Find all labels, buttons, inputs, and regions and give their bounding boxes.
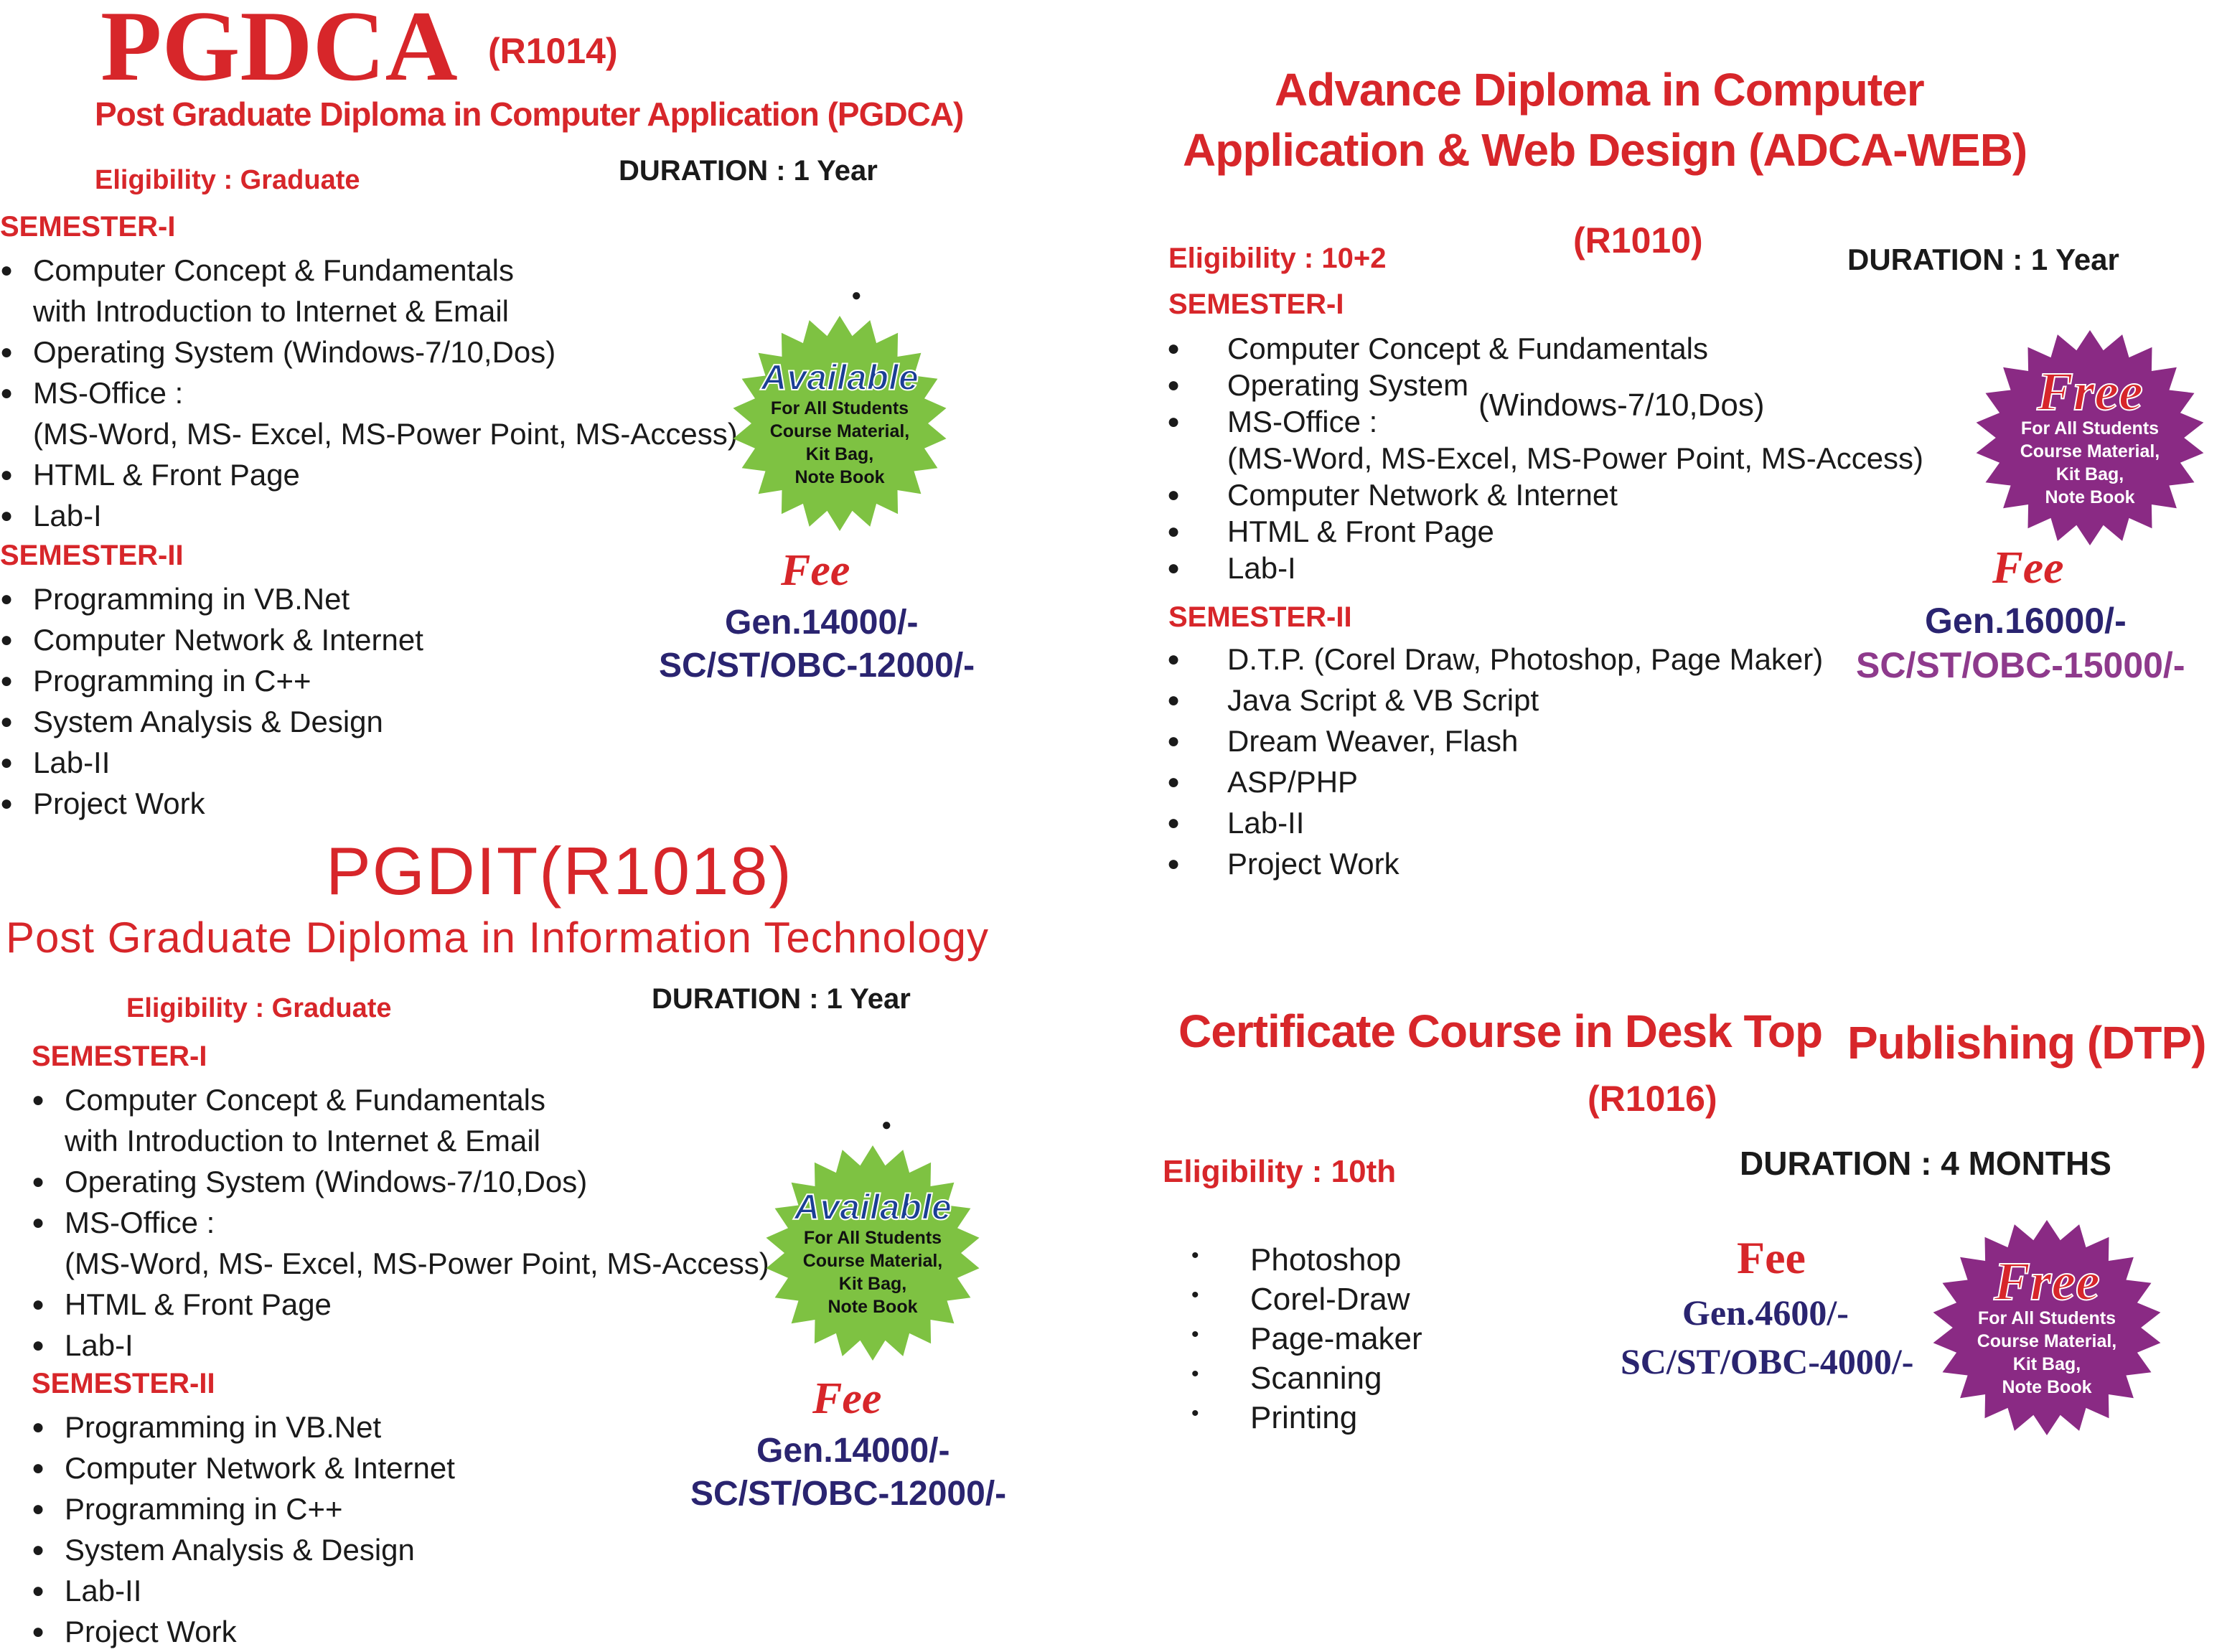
dtp-title-part-2: Publishing (DTP) bbox=[1847, 1017, 2206, 1069]
dtp-eligibility: Eligibility : 10th bbox=[1163, 1154, 1397, 1189]
pgdca-fee-reserved: SC/ST/OBC-12000/- bbox=[659, 647, 975, 685]
pgdca-fee-general: Gen.14000/- bbox=[725, 604, 919, 642]
adca-eligibility: Eligibility : 10+2 bbox=[1168, 243, 1387, 274]
list-item: ● Programming in C++ bbox=[0, 664, 311, 698]
pgdca-duration: DURATION : 1 Year bbox=[619, 155, 878, 187]
list-item: ● Computer Concept & Fundamentals bbox=[1167, 332, 1709, 365]
list-item: ● Java Script & VB Script bbox=[1167, 683, 1539, 717]
list-item: ● Lab-I bbox=[32, 1328, 133, 1362]
dtp-title-part-1: Certificate Course in Desk Top bbox=[1178, 1005, 1823, 1057]
dtp-free-badge: Free For All Students Course Material, Kit Bag, Note Book bbox=[1932, 1220, 2162, 1435]
list-item: (MS-Word, MS- Excel, MS-Power Point, MS-Access) bbox=[33, 417, 738, 451]
pgdca-title: PGDCA bbox=[100, 0, 458, 102]
list-item: ● Dream Weaver, Flash bbox=[1167, 724, 1519, 758]
list-item: with Introduction to Internet & Email bbox=[33, 294, 509, 328]
adca-semester-1-list bbox=[1167, 330, 1923, 586]
list-item: ● Programming in C++ bbox=[32, 1492, 343, 1526]
adca-title-line-1: Advance Diploma in Computer bbox=[1275, 64, 1924, 116]
list-item: • Printing bbox=[1191, 1400, 1358, 1435]
pgdit-fee-reserved: SC/ST/OBC-12000/- bbox=[690, 1475, 1007, 1513]
pgdit-title: PGDIT(R1018) bbox=[326, 833, 793, 909]
list-item: ● MS-Office : bbox=[32, 1206, 215, 1239]
list-item: • Scanning bbox=[1191, 1361, 1382, 1396]
pgdca-semester-1-list bbox=[0, 250, 738, 536]
pgdca-semester-2-list bbox=[0, 578, 423, 824]
adca-free-badge: Free For All Students Course Material, Kit Bag, Note Book bbox=[1975, 330, 2205, 545]
list-item: ● Programming in VB.Net bbox=[0, 582, 350, 616]
pgdit-subtitle: Post Graduate Diploma in Information Technology bbox=[6, 914, 989, 962]
adca-semester-2-list bbox=[1167, 639, 1823, 884]
list-item: with Introduction to Internet & Email bbox=[65, 1124, 540, 1158]
list-item: ● Lab-I bbox=[1167, 551, 1296, 585]
list-item: ● Programming in VB.Net bbox=[32, 1410, 382, 1444]
stray-dot: ● bbox=[851, 286, 862, 305]
list-item: ● Project Work bbox=[32, 1615, 237, 1648]
list-item: ● Project Work bbox=[0, 787, 205, 820]
pgdit-eligibility: Eligibility : Graduate bbox=[126, 993, 392, 1023]
list-item: ● Operating System bbox=[1167, 368, 1469, 402]
pgdca-code: (R1014) bbox=[488, 31, 618, 71]
adca-fee-general: Gen.16000/- bbox=[1925, 601, 2127, 641]
list-item: ● MS-Office : bbox=[1167, 405, 1378, 438]
pgdit-duration: DURATION : 1 Year bbox=[652, 983, 911, 1015]
list-item: ● Computer Concept & Fundamentals bbox=[0, 253, 515, 287]
list-item: ● Computer Network & Internet bbox=[32, 1451, 455, 1485]
adca-fee-reserved: SC/ST/OBC-15000/- bbox=[1856, 645, 2185, 685]
list-item: ● Operating System (Windows-7/10,Dos) bbox=[0, 335, 556, 369]
list-item: ● Computer Network & Internet bbox=[0, 623, 423, 657]
dtp-topics-list bbox=[1191, 1240, 1422, 1437]
list-item: ● System Analysis & Design bbox=[0, 705, 383, 738]
list-item: ● Operating System (Windows-7/10,Dos) bbox=[32, 1165, 588, 1198]
list-item: (MS-Word, MS- Excel, MS-Power Point, MS-Access) bbox=[65, 1247, 769, 1280]
list-item: ● Lab-II bbox=[1167, 806, 1305, 840]
adca-code: (R1010) bbox=[1573, 220, 1703, 261]
dtp-fee-label: Fee bbox=[1737, 1232, 1806, 1283]
pgdca-available-badge: Available For All Students Course Material, Kit Bag, Note Book bbox=[732, 316, 947, 531]
pgdit-semester-2-label: SEMESTER-II bbox=[32, 1368, 215, 1399]
pgdit-available-badge: Available For All Students Course Material, Kit Bag, Note Book bbox=[765, 1145, 980, 1361]
adca-duration: DURATION : 1 Year bbox=[1847, 243, 2119, 276]
pgdca-subtitle: Post Graduate Diploma in Computer Application (PGDCA) bbox=[95, 95, 964, 133]
list-item: • Corel-Draw bbox=[1191, 1282, 1410, 1317]
pgdit-semester-1-label: SEMESTER-I bbox=[32, 1041, 207, 1072]
dtp-fee-general: Gen.4600/- bbox=[1682, 1292, 1849, 1333]
list-item: (MS-Word, MS-Excel, MS-Power Point, MS-Access) bbox=[1227, 441, 1924, 475]
dtp-code: (R1016) bbox=[1588, 1079, 1717, 1119]
list-item: ● MS-Office : bbox=[0, 376, 184, 410]
list-item: ● Computer Concept & Fundamentals bbox=[32, 1083, 546, 1117]
list-item: ● Project Work bbox=[1167, 847, 1400, 881]
list-item: ● HTML & Front Page bbox=[0, 458, 300, 492]
list-item: • Photoshop bbox=[1191, 1242, 1402, 1277]
pgdca-semester-2-label: SEMESTER-II bbox=[0, 540, 184, 571]
adca-semester-2-label: SEMESTER-II bbox=[1168, 601, 1352, 633]
pgdca-eligibility: Eligibility : Graduate bbox=[95, 165, 360, 195]
adca-os-detail: (Windows-7/10,Dos) bbox=[1478, 388, 1765, 423]
list-item: ● Lab-II bbox=[32, 1574, 142, 1608]
pgdit-semester-2-list bbox=[32, 1407, 455, 1652]
list-item: • Page-maker bbox=[1191, 1321, 1422, 1356]
list-item: ● Lab-I bbox=[0, 499, 102, 532]
list-item: ● D.T.P. (Corel Draw, Photoshop, Page Maker) bbox=[1167, 642, 1824, 676]
stray-dot: ● bbox=[881, 1115, 892, 1135]
pgdit-fee-general: Gen.14000/- bbox=[756, 1432, 950, 1470]
list-item: ● HTML & Front Page bbox=[1167, 515, 1494, 548]
dtp-fee-reserved: SC/ST/OBC-4000/- bbox=[1621, 1341, 1914, 1381]
list-item: ● Lab-II bbox=[0, 746, 111, 779]
list-item: ● ASP/PHP bbox=[1167, 765, 1359, 799]
pgdca-semester-1-label: SEMESTER-I bbox=[0, 211, 176, 243]
pgdit-fee-label: Fee bbox=[812, 1374, 882, 1423]
pgdit-semester-1-list bbox=[32, 1079, 769, 1366]
dtp-duration: DURATION : 4 MONTHS bbox=[1740, 1145, 2111, 1182]
pgdca-fee-label: Fee bbox=[781, 546, 850, 595]
list-item: ● HTML & Front Page bbox=[32, 1287, 332, 1321]
list-item: ● System Analysis & Design bbox=[32, 1533, 415, 1567]
adca-semester-1-label: SEMESTER-I bbox=[1168, 288, 1344, 320]
adca-fee-label: Fee bbox=[1992, 542, 2064, 593]
list-item: ● Computer Network & Internet bbox=[1167, 478, 1618, 512]
adca-title-line-2: Application & Web Design (ADCA-WEB) bbox=[1183, 124, 2027, 176]
